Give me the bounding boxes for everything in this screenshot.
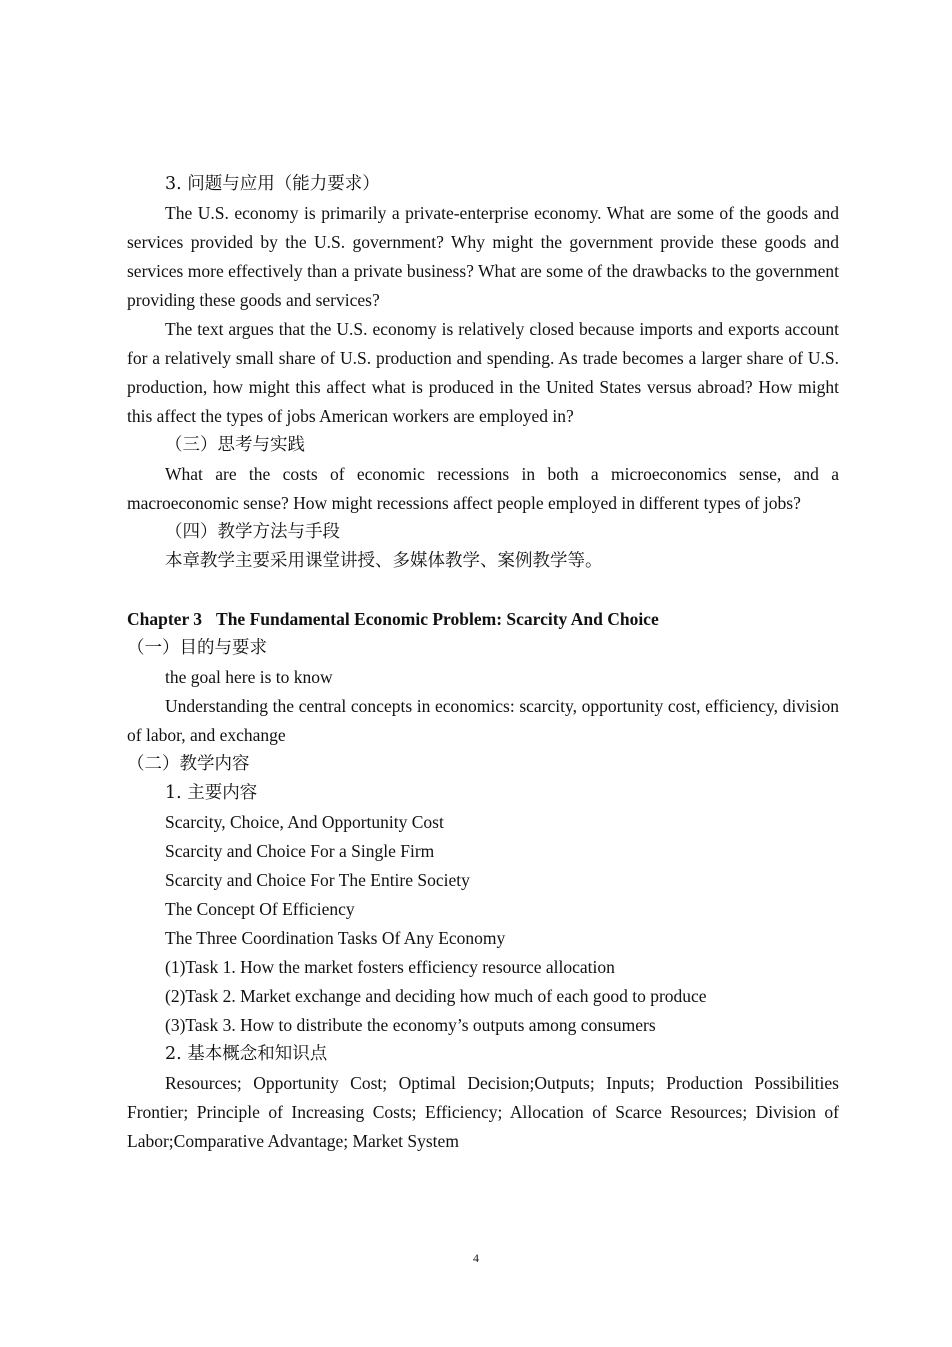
topic-item: Scarcity, Choice, And Opportunity Cost [165,812,444,832]
document-page [127,170,839,1156]
topic-item: The Concept Of Efficiency [165,899,355,919]
subheading-concepts: 2. 基本概念和知识点 [165,1044,328,1064]
topic-item: (1)Task 1. How the market fosters efficiency resource allocation [165,957,615,977]
paragraph-concepts: Resources; Opportunity Cost; Optimal Decision;Outputs; Inputs; Production Possibilities Frontier; Principle of Increasing Costs; Efficiency; Allocation of Scarce Resources; Division of Labor;Comparative Advantage; Market System [127,1073,839,1151]
subheading-main-content: 1. 主要内容 [165,783,258,803]
topic-item: Scarcity and Choice For The Entire Society [165,870,470,890]
section-heading-content: （二）教学内容 [127,754,250,774]
section-heading-thinking-practice: （三）思考与实践 [165,435,305,455]
topic-item: (2)Task 2. Market exchange and deciding how much of each good to produce [165,986,707,1006]
topic-item: (3)Task 3. How to distribute the economy’s outputs among consumers [165,1015,656,1035]
chapter-title [127,605,839,634]
paragraph-goals: Understanding the central concepts in economics: scarcity, opportunity cost, efficiency, division of labor, and exchange [127,696,839,745]
goals-line: the goal here is to know [165,667,333,687]
page-number: 4 [473,1251,479,1265]
section-heading-goals: （一）目的与要求 [127,638,267,658]
section-heading-problems-applications: 3. 问题与应用（能力要求） [165,174,380,194]
paragraph-recessions: What are the costs of economic recessions in both a microeconomics sense, and a macroeconomic sense? How might recessions affect people employed in different types of jobs? [127,464,839,513]
section-heading-teaching-methods: （四）教学方法与手段 [165,522,340,542]
topic-item: The Three Coordination Tasks Of Any Economy [165,928,506,948]
paragraph-teaching-methods: 本章教学主要采用课堂讲授、多媒体教学、案例教学等。 [165,551,603,571]
topic-item: Scarcity and Choice For a Single Firm [165,841,435,861]
chapter-title-text: The Fundamental Economic Problem: Scarcity And Choice [216,609,659,629]
paragraph-trade-share: The text argues that the U.S. economy is relatively closed because imports and exports account for a relatively small share of U.S. production and spending. As trade becomes a larger share of U.S. production, how might this affect what is produced in the United States versus abroad? How might this affect the types of jobs American workers are employed in? [127,319,839,426]
paragraph-government-goods: The U.S. economy is primarily a private-enterprise economy. What are some of the goods and services provided by the U.S. government? Why might the government provide these goods and services more effectively than a private business? What are some of the drawbacks to the government providing these goods and services? [127,203,839,310]
chapter-number: Chapter 3 [127,609,203,629]
